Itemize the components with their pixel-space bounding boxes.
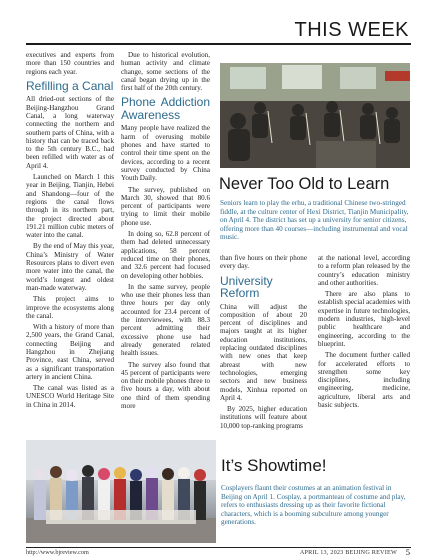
paragraph: executives and experts from more than 150 countries and regions each year. xyxy=(26,51,114,76)
page-number: 5 xyxy=(405,547,410,557)
paragraph: The survey also found that 45 percent of participants were on their mobile phones three to five hours a day, with about one third of them spending more xyxy=(121,360,210,410)
paragraph: By 2025, higher education institutions will feature about 10,000 top-ranking programs xyxy=(220,405,307,430)
paragraph: There are also plans to establish special academies with expertise in future technologies, modern industries, high-level public healthcare and engineering, according to the blueprint. xyxy=(318,290,410,348)
article-heading-phone: Phone Addiction Awareness xyxy=(121,95,210,122)
lead-headline: Never Too Old to Learn xyxy=(219,175,390,193)
column-2 xyxy=(121,51,210,413)
erhu-class-photo xyxy=(220,63,410,168)
showtime-headline: It’s Showtime! xyxy=(221,456,327,475)
paragraph: The survey, published on March 30, showed that 80.6 percent of participants were trying to limit their mobile phone use. xyxy=(121,185,210,227)
column-1 xyxy=(26,51,114,412)
showtime-caption: Cosplayers flaunt their costumes at an animation festival in Beijing on April 1. Cosplay, a portmanteau of costume and play, refers to enthusiasts dressing up as their favorite fictional characters, which is a booming subculture among younger generations. xyxy=(221,484,406,527)
paragraph: By the end of May this year, China’s Ministry of Water Resources plans to divert even more water into the canal, the world’s longest and oldest man-made waterway. xyxy=(26,242,114,292)
paragraph: at the national level, according to a reform plan released by the country’s education ministry and other authorities. xyxy=(318,254,410,287)
paragraph: The canal was listed as a UNESCO World Heritage Site in China in 2014. xyxy=(26,384,114,409)
paragraph: In the same survey, people who use their phones less than three hours per day only accounted for 23.4 percent of the interviewees, with 88.3 percent admitting their excessive phone use had already generated related health issues. xyxy=(121,282,210,358)
footer-url[interactable]: http://www.bjreview.com xyxy=(26,549,89,556)
paragraph: With a history of more than 2,500 years, the Grand Canal, connecting Beijing and Hangzhou in Zhejiang Province, east China, served as a significant transportation artery in ancient China. xyxy=(26,323,114,381)
paragraph: All dried-out sections of the Beijing-Hangzhou Grand Canal, a long waterway connecting the northern and southern parts of China, with a history that can be traced back to the 5th century B.C., had been refilled with water as of April 4. xyxy=(26,95,114,170)
footer-issue: APRIL 13, 2023 BEIJING REVIEW xyxy=(299,549,397,556)
footer-rule xyxy=(26,547,411,548)
paragraph: This project aims to improve the ecosystems along the canal. xyxy=(26,295,114,320)
paragraph: China will adjust the composition of about 20 percent of disciplines and majors taught at its higher education institutions, replacing outdated disciplines with new ones that keep abreast with new technologies, emerging sectors and new business models, Xinhua reported on April 4. xyxy=(220,302,307,402)
lead-caption: Seniors learn to play the erhu, a traditional Chinese two-stringed fiddle, at the culture center of Hexi District, Tianjin Municipality, on April 4. The district has set up a university for senior citizens, offering more than 40 courses—including instrumental and vocal music. xyxy=(220,199,409,242)
paragraph: Many people have realized the harm of overusing mobile phones and have started to control their time spent on the devices, according to a recent survey conducted by China Youth Daily. xyxy=(121,124,210,183)
column-4 xyxy=(318,254,410,412)
paragraph: than five hours on their phone every day. xyxy=(220,254,307,271)
column-3 xyxy=(220,254,307,433)
paragraph: In doing so, 62.8 percent of them had deleted unnecessary applications, 58 percent reduced time on their phones, and 32.6 percent had focused on developing other hobbies. xyxy=(121,230,210,280)
section-title: THIS WEEK xyxy=(294,19,409,41)
cosplay-photo xyxy=(26,440,216,543)
paragraph: Due to historical evolution, human activity and climate change, some sections of the canal began drying up in the first half of the 20th century. xyxy=(121,51,210,93)
header-rule xyxy=(26,43,411,45)
paragraph: The document further called for accelerated efforts to strengthen some key disciplines, including engineering, medicine, agriculture, liberal arts and basic subjects. xyxy=(318,351,410,410)
article-heading-canal: Refilling a Canal xyxy=(26,78,114,93)
paragraph: Launched on March 1 this year in Beijing, Tianjin, Hebei and Shandong—four of the regions the canal flows through in its northern part, the project directed about 191.21 million cubic meters of water into the canal. xyxy=(26,173,114,240)
article-heading-university: University Reform xyxy=(220,273,273,301)
